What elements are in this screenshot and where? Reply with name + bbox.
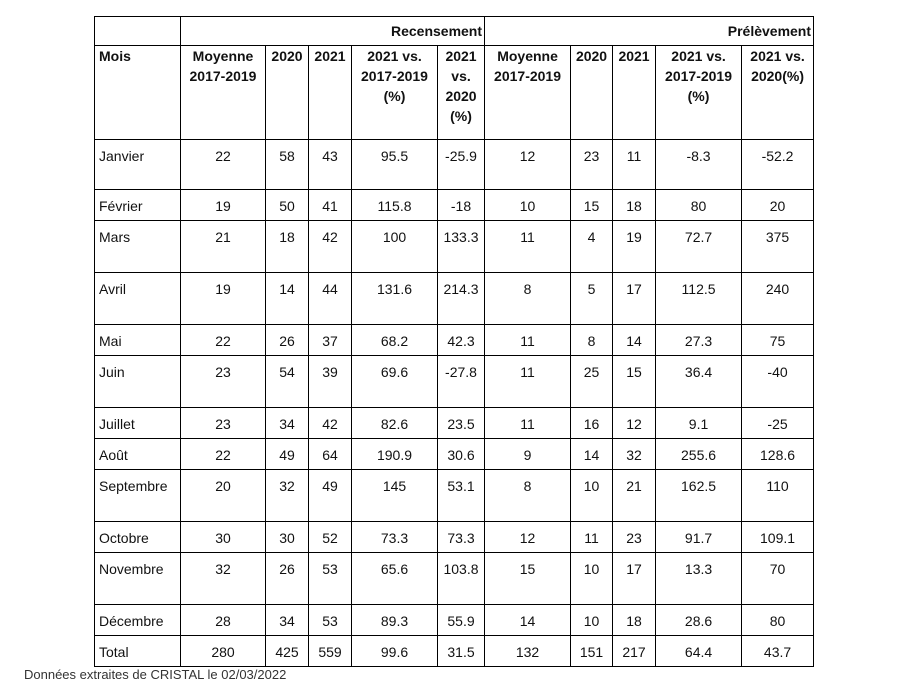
column-header: 2021 vs. 2020 (%)	[438, 46, 485, 140]
column-header: Moyenne 2017-2019	[181, 46, 266, 140]
value-cell: 18	[266, 221, 309, 273]
value-cell: 559	[309, 636, 352, 667]
column-header: Mois	[95, 46, 181, 140]
value-cell: 69.6	[352, 356, 438, 408]
value-cell: 64.4	[656, 636, 742, 667]
value-cell: 30	[266, 522, 309, 553]
value-cell: 28	[181, 605, 266, 636]
value-cell: 11	[571, 522, 613, 553]
value-cell: 214.3	[438, 273, 485, 325]
table-row	[95, 439, 814, 470]
value-cell: 11	[485, 325, 571, 356]
table-row	[95, 553, 814, 605]
value-cell: 82.6	[352, 408, 438, 439]
value-cell: 11	[485, 221, 571, 273]
value-cell: 112.5	[656, 273, 742, 325]
month-cell: Total	[95, 636, 181, 667]
value-cell: 32	[181, 553, 266, 605]
value-cell: 131.6	[352, 273, 438, 325]
value-cell: 18	[613, 190, 656, 221]
value-cell: 190.9	[352, 439, 438, 470]
value-cell: 25	[571, 356, 613, 408]
value-cell: 18	[613, 605, 656, 636]
table-body	[95, 140, 814, 667]
value-cell: 12	[485, 522, 571, 553]
value-cell: 64	[309, 439, 352, 470]
value-cell: 11	[613, 140, 656, 190]
value-cell: 50	[266, 190, 309, 221]
month-cell: Juin	[95, 356, 181, 408]
value-cell: 103.8	[438, 553, 485, 605]
value-cell: 44	[309, 273, 352, 325]
value-cell: 10	[571, 470, 613, 522]
value-cell: 14	[266, 273, 309, 325]
value-cell: 26	[266, 553, 309, 605]
value-cell: 425	[266, 636, 309, 667]
data-table	[94, 16, 814, 667]
column-header: 2020	[266, 46, 309, 140]
value-cell: 22	[181, 439, 266, 470]
value-cell: 34	[266, 408, 309, 439]
table-row	[95, 470, 814, 522]
value-cell: 43.7	[742, 636, 814, 667]
value-cell: 14	[485, 605, 571, 636]
value-cell: 36.4	[656, 356, 742, 408]
value-cell: 89.3	[352, 605, 438, 636]
value-cell: 68.2	[352, 325, 438, 356]
value-cell: 19	[613, 221, 656, 273]
value-cell: 10	[571, 553, 613, 605]
value-cell: 151	[571, 636, 613, 667]
value-cell: 53	[309, 605, 352, 636]
value-cell: 20	[181, 470, 266, 522]
value-cell: 91.7	[656, 522, 742, 553]
table-row	[95, 325, 814, 356]
value-cell: 100	[352, 221, 438, 273]
table-row	[95, 636, 814, 667]
value-cell: 58	[266, 140, 309, 190]
value-cell: 23	[571, 140, 613, 190]
value-cell: 42	[309, 408, 352, 439]
month-cell: Mai	[95, 325, 181, 356]
month-cell: Septembre	[95, 470, 181, 522]
value-cell: -8.3	[656, 140, 742, 190]
column-header-row	[95, 46, 814, 140]
value-cell: 73.3	[438, 522, 485, 553]
value-cell: 8	[485, 470, 571, 522]
column-header: 2020	[571, 46, 613, 140]
value-cell: 22	[181, 325, 266, 356]
value-cell: 14	[613, 325, 656, 356]
value-cell: 115.8	[352, 190, 438, 221]
value-cell: 72.7	[656, 221, 742, 273]
value-cell: 255.6	[656, 439, 742, 470]
value-cell: -27.8	[438, 356, 485, 408]
value-cell: 21	[181, 221, 266, 273]
value-cell: 43	[309, 140, 352, 190]
value-cell: 80	[742, 605, 814, 636]
value-cell: 55.9	[438, 605, 485, 636]
column-header: 2021 vs. 2020(%)	[742, 46, 814, 140]
value-cell: 41	[309, 190, 352, 221]
value-cell: 54	[266, 356, 309, 408]
value-cell: 15	[485, 553, 571, 605]
value-cell: 9	[485, 439, 571, 470]
group-recensement: Recensement	[181, 17, 485, 46]
value-cell: 110	[742, 470, 814, 522]
footnote: Données extraites de CRISTAL le 02/03/2022	[24, 667, 287, 682]
value-cell: 53.1	[438, 470, 485, 522]
value-cell: 75	[742, 325, 814, 356]
value-cell: 23	[613, 522, 656, 553]
value-cell: 65.6	[352, 553, 438, 605]
value-cell: -52.2	[742, 140, 814, 190]
value-cell: 217	[613, 636, 656, 667]
value-cell: 22	[181, 140, 266, 190]
table-row	[95, 408, 814, 439]
value-cell: 11	[485, 356, 571, 408]
value-cell: 240	[742, 273, 814, 325]
value-cell: 32	[266, 470, 309, 522]
value-cell: -40	[742, 356, 814, 408]
month-cell: Juillet	[95, 408, 181, 439]
value-cell: 15	[613, 356, 656, 408]
value-cell: 10	[485, 190, 571, 221]
value-cell: 375	[742, 221, 814, 273]
month-cell: Août	[95, 439, 181, 470]
value-cell: 28.6	[656, 605, 742, 636]
value-cell: 19	[181, 190, 266, 221]
table-row	[95, 356, 814, 408]
value-cell: 16	[571, 408, 613, 439]
value-cell: 42.3	[438, 325, 485, 356]
value-cell: 9.1	[656, 408, 742, 439]
value-cell: -18	[438, 190, 485, 221]
value-cell: 19	[181, 273, 266, 325]
value-cell: 132	[485, 636, 571, 667]
month-cell: Février	[95, 190, 181, 221]
month-cell: Novembre	[95, 553, 181, 605]
value-cell: 162.5	[656, 470, 742, 522]
value-cell: 12	[485, 140, 571, 190]
value-cell: 49	[309, 470, 352, 522]
value-cell: 30	[181, 522, 266, 553]
value-cell: 21	[613, 470, 656, 522]
value-cell: 4	[571, 221, 613, 273]
value-cell: 70	[742, 553, 814, 605]
value-cell: 128.6	[742, 439, 814, 470]
value-cell: 73.3	[352, 522, 438, 553]
value-cell: 109.1	[742, 522, 814, 553]
value-cell: 99.6	[352, 636, 438, 667]
value-cell: 31.5	[438, 636, 485, 667]
value-cell: -25	[742, 408, 814, 439]
value-cell: 42	[309, 221, 352, 273]
value-cell: 10	[571, 605, 613, 636]
value-cell: 20	[742, 190, 814, 221]
month-cell: Mars	[95, 221, 181, 273]
value-cell: 23	[181, 356, 266, 408]
value-cell: 27.3	[656, 325, 742, 356]
column-header: 2021	[613, 46, 656, 140]
value-cell: 17	[613, 273, 656, 325]
value-cell: 26	[266, 325, 309, 356]
month-cell: Janvier	[95, 140, 181, 190]
value-cell: 39	[309, 356, 352, 408]
value-cell: 14	[571, 439, 613, 470]
column-header: 2021 vs. 2017-2019 (%)	[352, 46, 438, 140]
table-row	[95, 140, 814, 190]
value-cell: 11	[485, 408, 571, 439]
value-cell: 32	[613, 439, 656, 470]
value-cell: -25.9	[438, 140, 485, 190]
value-cell: 80	[656, 190, 742, 221]
month-cell: Décembre	[95, 605, 181, 636]
group-prelevement: Prélèvement	[485, 17, 814, 46]
table-row	[95, 605, 814, 636]
column-header: Moyenne 2017-2019	[485, 46, 571, 140]
value-cell: 34	[266, 605, 309, 636]
value-cell: 5	[571, 273, 613, 325]
value-cell: 12	[613, 408, 656, 439]
empty-corner-cell	[95, 17, 181, 46]
value-cell: 17	[613, 553, 656, 605]
month-cell: Avril	[95, 273, 181, 325]
table-row	[95, 221, 814, 273]
value-cell: 8	[485, 273, 571, 325]
value-cell: 145	[352, 470, 438, 522]
month-cell: Octobre	[95, 522, 181, 553]
value-cell: 13.3	[656, 553, 742, 605]
value-cell: 280	[181, 636, 266, 667]
table-row	[95, 273, 814, 325]
value-cell: 95.5	[352, 140, 438, 190]
value-cell: 23.5	[438, 408, 485, 439]
group-header-row	[95, 17, 814, 46]
value-cell: 53	[309, 553, 352, 605]
value-cell: 133.3	[438, 221, 485, 273]
value-cell: 15	[571, 190, 613, 221]
value-cell: 8	[571, 325, 613, 356]
table-row	[95, 190, 814, 221]
column-header: 2021 vs. 2017-2019 (%)	[656, 46, 742, 140]
value-cell: 23	[181, 408, 266, 439]
value-cell: 37	[309, 325, 352, 356]
value-cell: 49	[266, 439, 309, 470]
column-header: 2021	[309, 46, 352, 140]
value-cell: 30.6	[438, 439, 485, 470]
value-cell: 52	[309, 522, 352, 553]
table-row	[95, 522, 814, 553]
